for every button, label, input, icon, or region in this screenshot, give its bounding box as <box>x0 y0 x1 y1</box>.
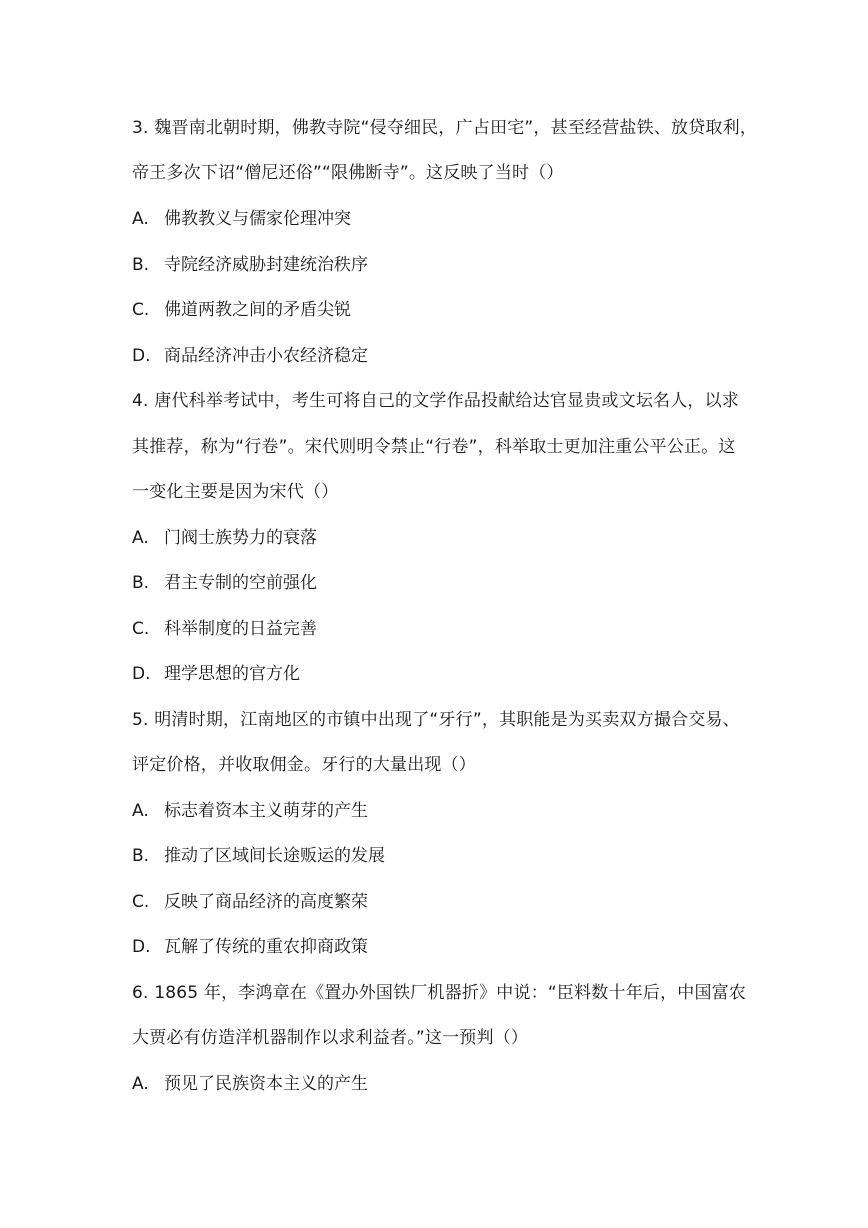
option-letter: B. <box>132 573 150 593</box>
question-4-stem-line-1: 4. 唐代科举考试中，考生可将自己的文学作品投献给达官显贵或文坛名人，以求 <box>132 391 740 411</box>
question-5-option-d <box>132 932 368 962</box>
option-letter: A. <box>132 209 149 229</box>
option-letter: C. <box>132 619 150 639</box>
option-letter: D. <box>132 346 151 366</box>
question-3-option-d <box>132 341 368 371</box>
option-text: 科举制度的日益完善 <box>164 619 317 639</box>
option-text: 商品经济冲击小农经济稳定 <box>164 346 368 366</box>
question-3-option-a <box>132 204 351 234</box>
option-text: 反映了商品经济的高度繁荣 <box>164 892 368 912</box>
question-4-option-b <box>132 568 317 598</box>
option-text: 佛教教义与儒家伦理冲突 <box>164 209 351 229</box>
option-letter: A. <box>132 801 149 821</box>
question-4-option-a <box>132 523 317 553</box>
question-4-option-c <box>132 614 317 644</box>
question-4-option-d <box>132 659 300 689</box>
option-letter: C. <box>132 892 150 912</box>
option-text: 瓦解了传统的重农抑商政策 <box>164 937 368 957</box>
question-3-option-b <box>132 250 368 280</box>
option-letter: A. <box>132 1074 149 1094</box>
question-5-option-a <box>132 796 368 826</box>
option-letter: D. <box>132 937 151 957</box>
question-5-stem-line-2: 评定价格，并收取佣金。牙行的大量出现（） <box>132 755 476 775</box>
question-5-option-c <box>132 887 368 917</box>
option-letter: B. <box>132 846 150 866</box>
question-6-stem-line-1: 6. 1865 年，李鸿章在《置办外国铁厂机器折》中说：“臣料数十年后，中国富农 <box>132 983 747 1003</box>
option-letter: C. <box>132 300 150 320</box>
option-text: 预见了民族资本主义的产生 <box>164 1074 368 1094</box>
question-3-option-c <box>132 295 351 325</box>
question-4-stem-line-3: 一变化主要是因为宋代（） <box>132 482 339 502</box>
option-text: 门阀士族势力的衰落 <box>164 528 317 548</box>
option-text: 寺院经济威胁封建统治秩序 <box>164 255 368 275</box>
option-text: 标志着资本主义萌芽的产生 <box>164 801 368 821</box>
option-letter: D. <box>132 664 151 684</box>
question-4-stem-line-2: 其推荐，称为“行卷”。宋代则明令禁止“行卷”，科举取士更加注重公平公正。这 <box>132 437 736 457</box>
question-3-stem-line-2: 帝王多次下诏“僧尼还俗”“限佛断寺”。这反映了当时（） <box>132 163 564 183</box>
option-text: 推动了区域间长途贩运的发展 <box>164 846 385 866</box>
option-text: 理学思想的官方化 <box>164 664 300 684</box>
question-5-option-b <box>132 841 385 871</box>
option-text: 佛道两教之间的矛盾尖锐 <box>164 300 351 320</box>
question-6-option-a <box>132 1069 368 1099</box>
question-6-stem-line-2: 大贾必有仿造洋机器制作以求利益者。”这一预判（） <box>132 1028 529 1048</box>
option-text: 君主专制的空前强化 <box>164 573 317 593</box>
question-5-stem-line-1: 5. 明清时期，江南地区的市镇中出现了“牙行”，其职能是为买卖双方撮合交易、 <box>132 710 740 730</box>
option-letter: A. <box>132 528 149 548</box>
option-letter: B. <box>132 255 150 275</box>
question-3-stem-line-1: 3. 魏晋南北朝时期，佛教寺院“侵夺细民，广占田宅”，甚至经营盐铁、放贷取利， <box>132 118 758 138</box>
